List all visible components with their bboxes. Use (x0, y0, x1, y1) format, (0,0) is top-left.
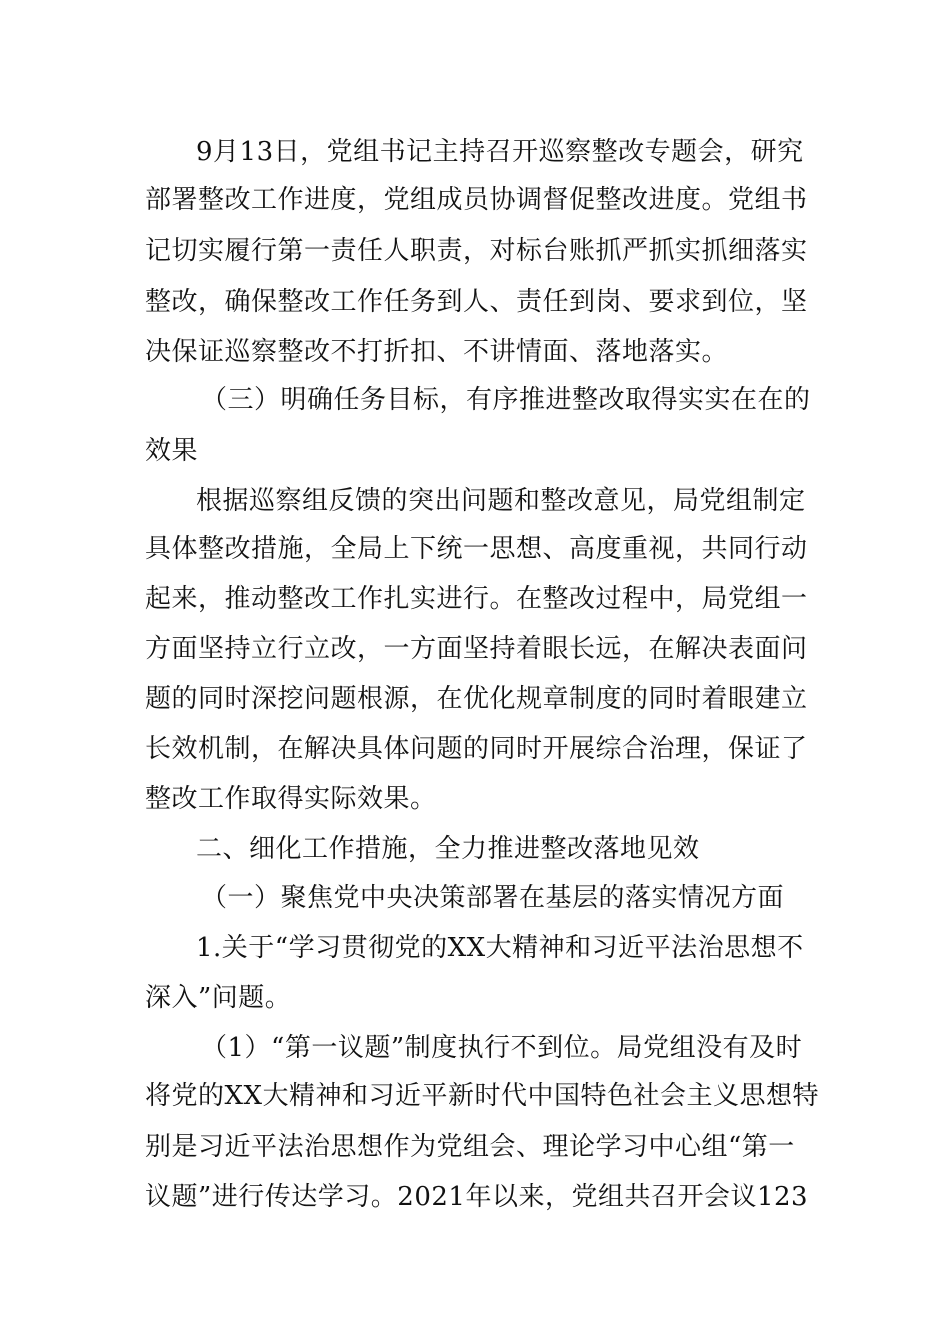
section-heading-3-line-1: （三）明确任务目标，有序推进整改取得实实在在的 (201, 385, 811, 415)
paragraph-line-10: 起来，推动整改工作扎实进行。在整改过程中，局党组一 (145, 584, 808, 614)
paragraph-line-14: 整改工作取得实际效果。 (145, 784, 437, 814)
paragraph-line-8: 根据巡察组反馈的突出问题和整改意见，局党组制定 (196, 486, 806, 516)
paragraph-line-20: 将党的XX大精神和习近平新时代中国特色社会主义思想特 (145, 1081, 820, 1111)
paragraph-line-5: 决保证巡察整改不打折扣、不讲情面、落地落实。 (145, 337, 729, 367)
paragraph-line-3: 记切实履行第一责任人职责，对标台账抓严抓实抓细落实 (145, 236, 808, 266)
chapter-heading-2: 二、细化工作措施，全力推进整改落地见效 (196, 834, 700, 864)
paragraph-line-11: 方面坚持立行立改，一方面坚持着眼长远，在解决表面问 (145, 634, 808, 664)
paragraph-line-2: 部署整改工作进度，党组成员协调督促整改进度。党组书 (145, 185, 808, 215)
paragraph-line-12: 题的同时深挖问题根源，在优化规章制度的同时着眼建立 (145, 684, 808, 714)
paragraph-line-21: 别是习近平法治思想作为党组会、理论学习中心组“第一 (145, 1132, 795, 1162)
paragraph-line-1: 9月13日，党组书记主持召开巡察整改专题会，研究 (196, 137, 804, 167)
paragraph-line-4: 整改，确保整改工作任务到人、责任到岗、要求到位，坚 (145, 287, 808, 317)
section-heading-3-line-2: 效果 (145, 436, 199, 466)
paragraph-line-13: 长效机制，在解决具体问题的同时开展综合治理，保证了 (145, 734, 808, 764)
paragraph-line-22: 议题”进行传达学习。2021年以来，党组共召开会议123 (145, 1182, 809, 1212)
paragraph-line-9: 具体整改措施，全局上下统一思想、高度重视，共同行动 (145, 534, 808, 564)
paragraph-line-19: （1）“第一议题”制度执行不到位。局党组没有及时 (201, 1033, 803, 1063)
section-heading-1: （一）聚焦党中央决策部署在基层的落实情况方面 (201, 883, 785, 913)
item-heading-1-line-1: 1.关于“学习贯彻党的XX大精神和习近平法治思想不 (196, 933, 804, 963)
item-heading-1-line-2: 深入”问题。 (145, 983, 292, 1013)
